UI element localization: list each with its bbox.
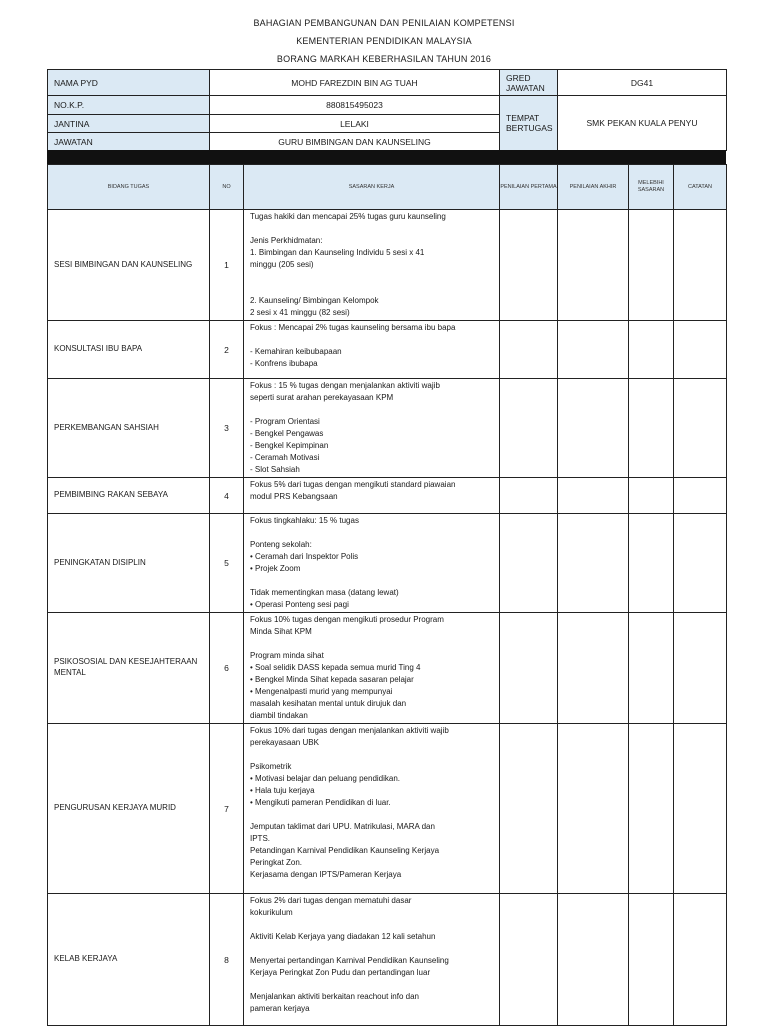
sasaran-line: pameran kerjaya — [250, 1004, 310, 1013]
table-row — [48, 210, 727, 321]
penilaian-pertama-cell — [500, 379, 558, 478]
sasaran-line: modul PRS Kebangsaan — [250, 492, 338, 501]
sasaran-line — [250, 943, 495, 955]
sasaran-line: Tugas hakiki dan mencapai 25% tugas guru kaunseling — [250, 212, 446, 221]
catatan-cell — [674, 210, 727, 321]
nokp-label: NO.K.P. — [48, 96, 210, 115]
sasaran-kerja-cell — [244, 894, 500, 1026]
bidang-tugas-cell: PERKEMBANGAN SAHSIAH — [48, 379, 210, 478]
penilaian-akhir-cell — [558, 210, 629, 321]
catatan-cell — [674, 514, 727, 613]
header-penilaian-akhir: PENILAIAN AKHIR — [558, 165, 629, 210]
sasaran-line: - Slot Sahsiah — [250, 465, 300, 474]
header-line-1: BAHAGIAN PEMBANGUNAN DAN PENILAIAN KOMPETENSI — [253, 18, 515, 28]
penilaian-pertama-cell — [500, 724, 558, 894]
sasaran-line: • Hala tuju kerjaya — [250, 786, 315, 795]
sasaran-line: Fokus : 15 % tugas dengan menjalankan aktiviti wajib — [250, 381, 440, 390]
sasaran-line: Menjalankan aktiviti berkaitan reachout info dan — [250, 992, 419, 1001]
sasaran-line: • Projek Zoom — [250, 564, 301, 573]
sasaran-line: Fokus 2% dari tugas dengan mematuhi dasar — [250, 896, 412, 905]
jawatan-value: GURU BIMBINGAN DAN KAUNSELING — [210, 133, 500, 151]
sasaran-line: - Bengkel Kepimpinan — [250, 441, 329, 450]
penilaian-akhir-cell — [558, 321, 629, 379]
catatan-cell — [674, 613, 727, 724]
tempat-label: TEMPAT BERTUGAS — [500, 96, 558, 151]
sasaran-line — [250, 404, 495, 416]
catatan-cell — [674, 894, 727, 1026]
row-number-cell: 2 — [210, 321, 244, 379]
sasaran-line: • Soal selidik DASS kepada semua murid Ting 4 — [250, 663, 421, 672]
sasaran-line: perekayasaan UBK — [250, 738, 319, 747]
jantina-label: JANTINA — [48, 115, 210, 133]
sasaran-line — [250, 334, 495, 346]
bidang-tugas-cell: PENINGKATAN DISIPLIN — [48, 514, 210, 613]
document-header — [0, 14, 768, 68]
penilaian-akhir-cell — [558, 613, 629, 724]
sasaran-line: kokurikulum — [250, 908, 293, 917]
table-row — [48, 321, 727, 379]
sasaran-line: Jemputan taklimat dari UPU. Matrikulasi, MARA dan — [250, 822, 435, 831]
nokp-value: 880815495023 — [210, 96, 500, 115]
sasaran-kerja-cell — [244, 613, 500, 724]
sasaran-line: Petandingan Karnival Pendidikan Kaunseling Kerjaya — [250, 846, 440, 855]
separator-bar — [47, 150, 726, 164]
sasaran-line — [250, 575, 495, 587]
target-table — [47, 164, 727, 1026]
table-row — [48, 514, 727, 613]
sasaran-line — [250, 527, 495, 539]
melebihi-sasaran-cell — [629, 478, 674, 514]
target-rows — [48, 210, 727, 1026]
nama-label: NAMA PYD — [48, 70, 210, 96]
header-penilaian-pertama: PENILAIAN PERTAMA — [500, 165, 558, 210]
sasaran-line — [250, 919, 495, 931]
header-no: NO — [210, 165, 244, 210]
sasaran-line: masalah kesihatan mental untuk dirujuk dan — [250, 699, 407, 708]
sasaran-line: - Konfrens ibubapa — [250, 359, 318, 368]
header-line-2: KEMENTERIAN PENDIDIKAN MALAYSIA — [296, 36, 472, 46]
sasaran-line: Menyertai pertandingan Karnival Pendidikan Kaunseling — [250, 956, 449, 965]
penilaian-akhir-cell — [558, 514, 629, 613]
melebihi-sasaran-cell — [629, 210, 674, 321]
penilaian-pertama-cell — [500, 478, 558, 514]
sasaran-line: Kerjaya Peringkat Zon Pudu dan pertandingan luar — [250, 968, 431, 977]
sasaran-line: - Kemahiran keibubapaan — [250, 347, 342, 356]
header-sasaran: SASARAN KERJA — [244, 165, 500, 210]
sasaran-line: Fokus 5% dari tugas dengan mengikuti standard piawaian — [250, 480, 456, 489]
penilaian-akhir-cell — [558, 894, 629, 1026]
penilaian-pertama-cell — [500, 894, 558, 1026]
sasaran-line: Ponteng sekolah: — [250, 540, 312, 549]
sasaran-kerja-cell — [244, 478, 500, 514]
sasaran-line: • Mengikuti pameran Pendidikan di luar. — [250, 798, 391, 807]
sasaran-line: Tidak mementingkan masa (datang lewat) — [250, 588, 399, 597]
row-number-cell: 7 — [210, 724, 244, 894]
catatan-cell — [674, 379, 727, 478]
bidang-tugas-cell: PSIKOSOSIAL DAN KESEJAHTERAAN MENTAL — [48, 613, 210, 724]
catatan-cell — [674, 321, 727, 379]
gred-value: DG41 — [558, 70, 727, 96]
sasaran-line: Peringkat Zon. — [250, 858, 303, 867]
penilaian-akhir-cell — [558, 379, 629, 478]
sasaran-line: seperti surat arahan perekayasaan KPM — [250, 393, 394, 402]
catatan-cell — [674, 478, 727, 514]
sasaran-line: minggu (205 sesi) — [250, 260, 314, 269]
sasaran-kerja-cell — [244, 514, 500, 613]
sasaran-line — [250, 979, 495, 991]
penilaian-pertama-cell — [500, 613, 558, 724]
row-number-cell: 3 — [210, 379, 244, 478]
sasaran-line: - Ceramah Motivasi — [250, 453, 320, 462]
melebihi-sasaran-cell — [629, 514, 674, 613]
gred-label: GRED JAWATAN — [500, 70, 558, 96]
sasaran-line: Program minda sihat — [250, 651, 324, 660]
sasaran-kerja-cell — [244, 210, 500, 321]
table-row — [48, 379, 727, 478]
header-bidang: BIDANG TUGAS — [48, 165, 210, 210]
sasaran-line: - Program Orientasi — [250, 417, 320, 426]
sasaran-line — [250, 809, 495, 821]
sasaran-line — [250, 271, 495, 283]
bidang-tugas-cell: PEMBIMBING RAKAN SEBAYA — [48, 478, 210, 514]
table-row — [48, 724, 727, 894]
sasaran-line: IPTS. — [250, 834, 271, 843]
melebihi-sasaran-cell — [629, 321, 674, 379]
sasaran-kerja-cell — [244, 724, 500, 894]
table-row — [48, 478, 727, 514]
melebihi-sasaran-cell — [629, 894, 674, 1026]
penilaian-akhir-cell — [558, 478, 629, 514]
sasaran-line: Psikometrik — [250, 762, 292, 771]
bidang-tugas-cell: PENGURUSAN KERJAYA MURID — [48, 724, 210, 894]
bidang-tugas-cell: KONSULTASI IBU BAPA — [48, 321, 210, 379]
nama-value: MOHD FAREZDIN BIN AG TUAH — [210, 70, 500, 96]
melebihi-sasaran-cell — [629, 613, 674, 724]
row-number-cell: 8 — [210, 894, 244, 1026]
sasaran-kerja-cell — [244, 321, 500, 379]
sasaran-line: 2. Kaunseling/ Bimbingan Kelompok — [250, 296, 379, 305]
sasaran-line — [250, 749, 495, 761]
sasaran-line: Minda Sihat KPM — [250, 627, 312, 636]
jantina-value: LELAKI — [210, 115, 500, 133]
sasaran-line: • Mengenalpasti murid yang mempunyai — [250, 687, 393, 696]
sasaran-line: • Ceramah dari Inspektor Polis — [250, 552, 359, 561]
catatan-cell — [674, 724, 727, 894]
table-row — [48, 613, 727, 724]
penilaian-pertama-cell — [500, 514, 558, 613]
sasaran-line: Fokus tingkahlaku: 15 % tugas — [250, 516, 359, 525]
sasaran-line: - Bengkel Pengawas — [250, 429, 324, 438]
header-melebihi-sasaran: MELEBIHI SASARAN — [629, 165, 674, 210]
sasaran-line: Fokus 10% dari tugas dengan menjalankan aktiviti wajib — [250, 726, 449, 735]
row-number-cell: 5 — [210, 514, 244, 613]
bidang-tugas-cell: KELAB KERJAYA — [48, 894, 210, 1026]
sasaran-line — [250, 223, 495, 235]
sasaran-line: Fokus : Mencapai 2% tugas kaunseling bersama ibu bapa — [250, 323, 456, 332]
header-catatan: CATATAN — [674, 165, 727, 210]
jawatan-label: JAWATAN — [48, 133, 210, 151]
melebihi-sasaran-cell — [629, 379, 674, 478]
sasaran-line: • Bengkel Minda Sihat kepada sasaran pelajar — [250, 675, 414, 684]
bidang-tugas-cell: SESI BIMBINGAN DAN KAUNSELING — [48, 210, 210, 321]
header-line-3: BORANG MARKAH KEBERHASILAN TAHUN 2016 — [276, 54, 492, 64]
sasaran-line: diambil tindakan — [250, 711, 308, 720]
sasaran-line: • Operasi Ponteng sesi pagi — [250, 600, 349, 609]
sasaran-line — [250, 638, 495, 650]
tempat-value: SMK PEKAN KUALA PENYU — [558, 96, 727, 151]
melebihi-sasaran-cell — [629, 724, 674, 894]
penilaian-pertama-cell — [500, 210, 558, 321]
sasaran-line: Jenis Perkhidmatan: — [250, 236, 323, 245]
row-number-cell: 4 — [210, 478, 244, 514]
sasaran-line: Fokus 10% tugas dengan mengikuti prosedur Program — [250, 615, 444, 624]
penilaian-akhir-cell — [558, 724, 629, 894]
penilaian-pertama-cell — [500, 321, 558, 379]
sasaran-line: Kerjasama dengan IPTS/Pameran Kerjaya — [250, 870, 402, 879]
sasaran-line: 2 sesi x 41 minggu (82 sesi) — [250, 308, 350, 317]
row-number-cell: 1 — [210, 210, 244, 321]
sasaran-line: 1. Bimbingan dan Kaunseling Individu 5 sesi x 41 — [250, 248, 425, 257]
sasaran-line — [250, 283, 495, 295]
sasaran-kerja-cell — [244, 379, 500, 478]
sasaran-line: Aktiviti Kelab Kerjaya yang diadakan 12 kali setahun — [250, 932, 436, 941]
staff-info-table — [47, 69, 727, 151]
row-number-cell: 6 — [210, 613, 244, 724]
table-row — [48, 894, 727, 1026]
sasaran-line: • Motivasi belajar dan peluang pendidikan. — [250, 774, 401, 783]
